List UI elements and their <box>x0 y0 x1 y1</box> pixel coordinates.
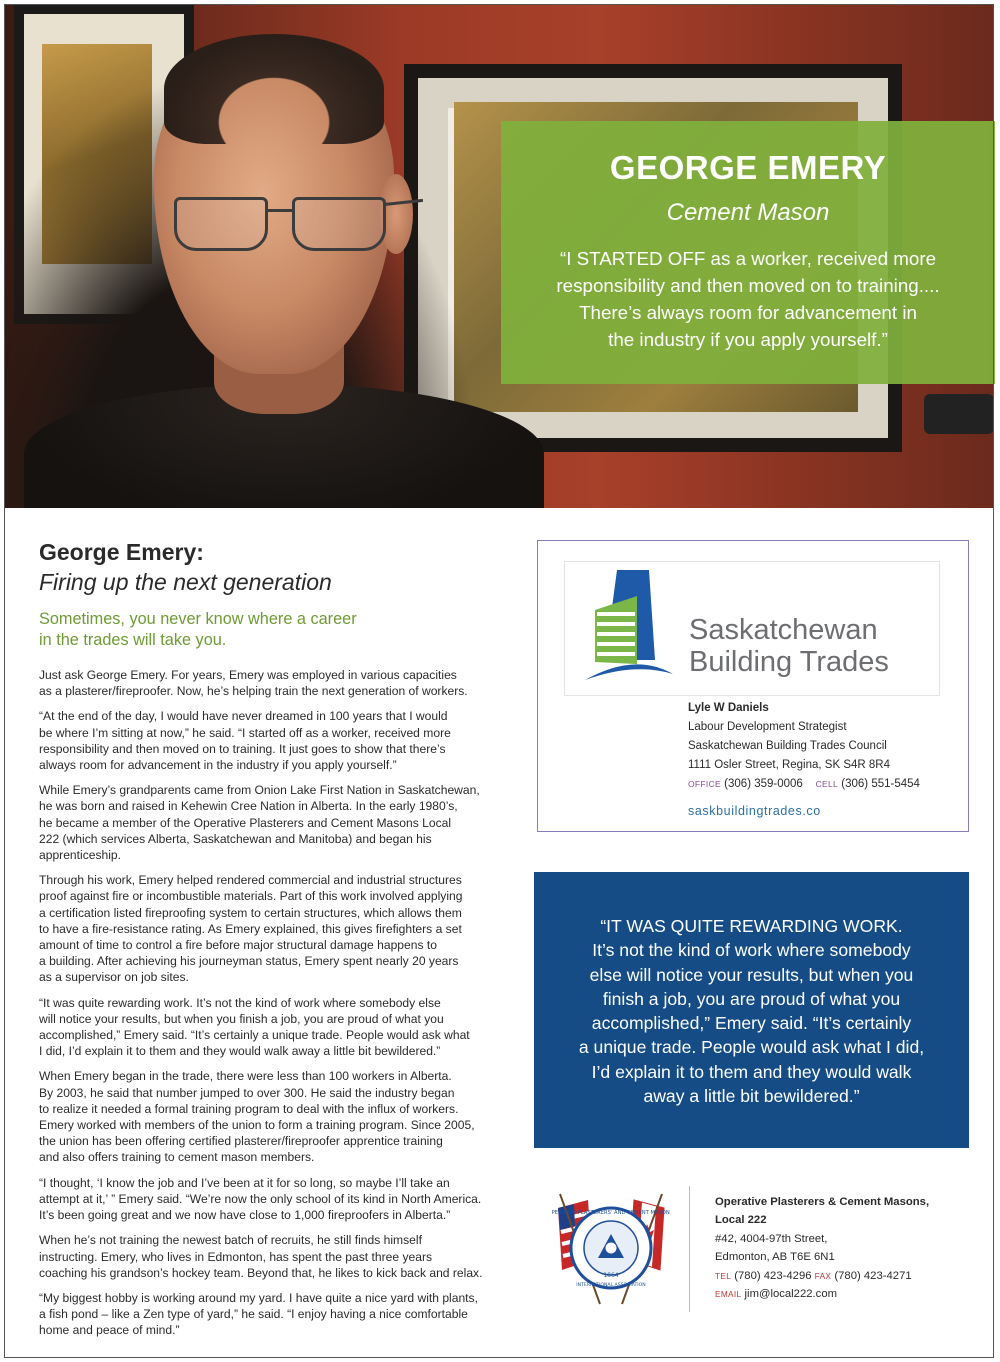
pull-quote-line: a unique trade. People would ask what I did, <box>578 1037 925 1058</box>
article-line: “At the end of the day, I would have never dreamed in 100 years that I would <box>39 709 448 724</box>
hero-quote-line: the industry if you apply yourself.” <box>608 329 888 350</box>
article-line: a building. After achieving his journeyman status, Emery spent nearly 20 years <box>39 954 459 969</box>
pull-quote-line: “IT WAS QUITE REWARDING WORK. <box>600 916 903 936</box>
article-line: Through his work, Emery helped rendered commercial and industrial structures <box>39 873 462 888</box>
article-line: proof against fire or incombustible materials. Part of this work involved applying <box>39 889 463 904</box>
article-line: It’s been going great and we now have close to 1,000 fireproofers in Alberta.” <box>39 1208 451 1223</box>
sbt-logo <box>564 561 940 696</box>
fax-number: (780) 423-4271 <box>834 1269 912 1282</box>
article-paragraph <box>39 708 509 773</box>
article-line: he was born and raised in Kehewin Cree Nation in Alberta. In the early 1980’s, <box>39 799 458 814</box>
cell-label: CELL <box>815 779 839 789</box>
article-paragraph <box>39 1232 509 1281</box>
email-label: EMAIL <box>715 1289 742 1300</box>
article-line: When Emery began in the trade, there were less than 100 workers in Alberta. <box>39 1069 452 1084</box>
article-line: home and peace of mind.” <box>39 1323 180 1338</box>
pull-quote-line: It’s not the kind of work where somebody <box>592 940 911 961</box>
pull-quote-line: else will notice your results, but when you <box>589 964 914 985</box>
article-line: always room for advancement in the industry if you apply yourself.” <box>39 758 397 773</box>
sbt-website-link[interactable]: saskbuildingtrades.co <box>688 804 821 818</box>
article-line: a certification listed fireproofing system to certain structures, which allows them <box>39 905 462 920</box>
tel-number: (780) 423-4296 <box>734 1269 812 1282</box>
article-line: to realize it needed a formal training program to deal with the influx of workers. <box>39 1101 459 1116</box>
person-glasses <box>174 189 404 249</box>
article-line: the union has been offering certified plasterer/fireproofer apprentice training <box>39 1134 443 1149</box>
union-address-line: Edmonton, AB T6E 6N1 <box>715 1251 835 1264</box>
article-line: “My biggest hobby is working around my yard. I have quite a nice yard with plants, <box>39 1290 478 1305</box>
sbt-wordmark-line: Saskatchewan <box>689 614 878 646</box>
article-line: to have a fire-resistance rating. As Emery explained, this gives firefighters a set <box>39 921 462 936</box>
article-line: “I thought, ‘I know the job and I’ve been at it for so long, so maybe I’ll take an <box>39 1175 450 1190</box>
article-line: will notice your results, but when you finish a job, you are proud of what you <box>39 1011 444 1026</box>
union-name: Operative Plasterers & Cement Masons, <box>715 1196 930 1208</box>
article-line: and also offers training to cement mason members. <box>39 1150 315 1165</box>
article-line: apprenticeship. <box>39 848 122 863</box>
article-line: as a plasterer/fireproofer. Now, he’s helping train the next generation of workers. <box>39 684 468 699</box>
article-line: a fish pond – like a Zen type of yard,” he said. “I enjoy having a nice comfortable <box>39 1307 468 1322</box>
hero-quote <box>533 245 963 353</box>
union-emblem <box>552 1186 670 1314</box>
article-paragraph <box>39 1175 509 1224</box>
hero-quote-box <box>501 121 995 384</box>
hero-name: GEORGE EMERY <box>609 149 887 186</box>
emblem-ring-text: OPERATIVE PLASTERERS' AND CEMENT MASONS' <box>552 1210 670 1216</box>
hero-quote-line: responsibility and then moved on to training.... <box>556 275 940 296</box>
article <box>39 538 509 1348</box>
article-line: 222 (which services Alberta, Saskatchewan and Manitoba) and began his <box>39 831 432 846</box>
article-line: coaching his grandson’s hockey team. Beyond that, he likes to kick back and relax. <box>39 1265 483 1280</box>
cell-phone: (306) 551-5454 <box>841 778 920 790</box>
article-paragraph <box>39 1068 509 1165</box>
sbt-address: 1111 Osler Street, Regina, SK S4R 8R4 <box>688 759 890 771</box>
article-lede <box>39 609 399 651</box>
union-address-line: #42, 4004-97th Street, <box>715 1232 828 1245</box>
article-line: When he’s not training the newest batch of recruits, he still finds himself <box>39 1233 422 1248</box>
union-phones <box>715 1267 929 1285</box>
emblem-lower-text: INTERNATIONAL ASSOCIATION <box>576 1283 646 1288</box>
union-email-row <box>715 1285 929 1303</box>
article-line: as a supervisor on job sites. <box>39 970 189 985</box>
article-line: be where I’m sitting at now,” he said. “I started off as a worker, received more <box>39 725 451 740</box>
sbt-wordmark <box>689 614 889 678</box>
emblem-year: 1864 <box>603 1272 619 1279</box>
sbt-phones <box>688 775 920 794</box>
article-line: attempt at it,’ ” Emery said. “We’re now the only school of its kind in North America. <box>39 1191 482 1206</box>
pull-quote-line: away a little bit bewildered.” <box>643 1086 860 1107</box>
article-paragraph <box>39 667 509 699</box>
hero-role: Cement Mason <box>666 199 830 226</box>
article-line: responsibility and then moved on to training. It just goes to show that there’s <box>39 741 446 756</box>
office-label: OFFICE <box>688 779 721 789</box>
article-paragraph <box>39 995 509 1060</box>
pull-quote-line: finish a job, you are proud of what you <box>602 988 901 1009</box>
union-email-link[interactable]: jim@local222.com <box>744 1288 838 1301</box>
article-paragraph <box>39 1290 509 1339</box>
article-line: he became a member of the Operative Plasterers and Cement Masons Local <box>39 815 452 830</box>
article-line: Emery worked with members of the union to form a training program. Since 2005, <box>39 1118 475 1133</box>
article-line: amount of time to control a fire before major structural damage happens to <box>39 938 437 953</box>
lede-line: in the trades will take you. <box>39 631 227 649</box>
person-hair <box>164 34 384 144</box>
article-line: I did, I’d explain it to them and they would walk away a little bit bewildered.” <box>39 1044 441 1059</box>
fax-label: FAX <box>814 1270 832 1281</box>
union-contact <box>715 1193 929 1303</box>
hero-quote-line: “I STARTED OFF as a worker, received more <box>559 248 937 269</box>
union-divider <box>689 1186 690 1312</box>
sbt-contact-name: Lyle W Daniels <box>688 702 769 714</box>
union-local: Local 222 <box>715 1214 767 1227</box>
sbt-wordmark-line: Building Trades <box>689 646 889 678</box>
office-phone: (306) 359-0006 <box>724 778 803 790</box>
article-line: Just ask George Emery. For years, Emery was employed in various capacities <box>39 668 457 682</box>
article-paragraph <box>39 782 509 863</box>
pull-quote <box>534 872 969 1148</box>
article-line: “It was quite rewarding work. It’s not the kind of work where somebody else <box>39 995 441 1010</box>
hero-quote-line: There’s always room for advancement in <box>579 302 917 323</box>
article-line: While Emery’s grandparents came from Onion Lake First Nation in Saskatchewan, <box>39 783 480 798</box>
pull-quote-line: I’d explain it to them and they would walk <box>591 1061 912 1082</box>
tel-label: TEL <box>715 1270 732 1281</box>
sbt-contact-title: Labour Development Strategist <box>688 721 847 733</box>
union-seal-icon <box>552 1186 670 1314</box>
sbt-org: Saskatchewan Building Trades Council <box>688 740 887 752</box>
article-body <box>39 667 509 1339</box>
article-line: instructing. Emery, who lives in Edmonton, has spent the past three years <box>39 1249 433 1264</box>
article-line: accomplished,” Emery said. “It’s certainly a unique trade. People would ask what <box>39 1028 470 1043</box>
article-title: George Emery: <box>39 539 204 565</box>
article-line: By 2003, he said that number jumped to over 300. He said the industry began <box>39 1085 455 1100</box>
lamp <box>924 394 994 434</box>
sbt-contact <box>688 699 920 821</box>
pull-quote-line: accomplished,” Emery said. “It’s certainly <box>591 1013 912 1034</box>
article-paragraph <box>39 872 509 985</box>
sbt-business-card <box>537 540 969 832</box>
article-subtitle: Firing up the next generation <box>39 569 332 595</box>
lede-line: Sometimes, you never know where a career <box>39 610 357 628</box>
